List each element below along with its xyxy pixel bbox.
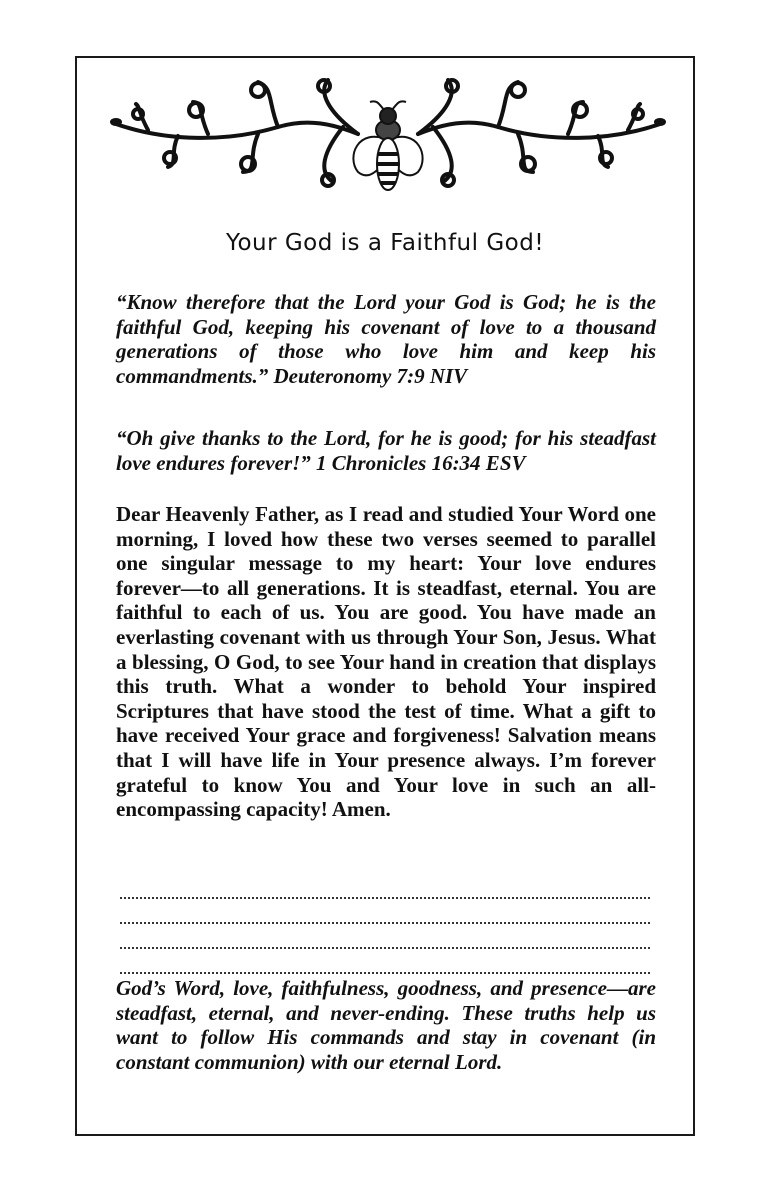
journal-line[interactable] [120, 899, 650, 924]
journal-lines [120, 874, 650, 974]
closing-reflection: God’s Word, love, faithfulness, goodness, and presence—are steadfast, eternal, and never-ending. These truths help us want to follow His commands and stay in covenant (in constant communion) with our eternal Lord. [116, 976, 656, 1074]
bee-flourish-icon [108, 72, 668, 202]
journal-line[interactable] [120, 949, 650, 974]
page-title: Your God is a Faithful God! [225, 230, 545, 256]
journal-line[interactable] [120, 874, 650, 899]
prayer-paragraph: Dear Heavenly Father, as I read and studied Your Word one morning, I loved how these two verses seemed to parallel one singular message to my heart: Your love endures forever—to all generations. It is steadfast, eternal. You are faithful to each of us. You are good. You have made an everlasting covenant with us through Your Son, Jesus. What a blessing, O God, to see Your hand in creation that displays this truth. What a wonder to behold Your inspired Scriptures that have stood the test of time. What a gift to have received Your grace and forgiveness! Salvation means that I will have life in Your presence always. I’m forever grateful to know You and Your love in such an all-encompassing capacity! Amen. [116, 502, 656, 822]
scripture-verse-deuteronomy: “Know therefore that the Lord your God is God; he is the faithful God, keeping his covenant of love to a thousand generations of those who love him and keep his commandments.” Deuteronomy 7:9 NIV [116, 290, 656, 388]
scripture-verse-chronicles: “Oh give thanks to the Lord, for he is good; for his steadfast love endures forever!” 1 Chronicles 16:34 ESV [116, 426, 656, 475]
journal-line[interactable] [120, 924, 650, 949]
